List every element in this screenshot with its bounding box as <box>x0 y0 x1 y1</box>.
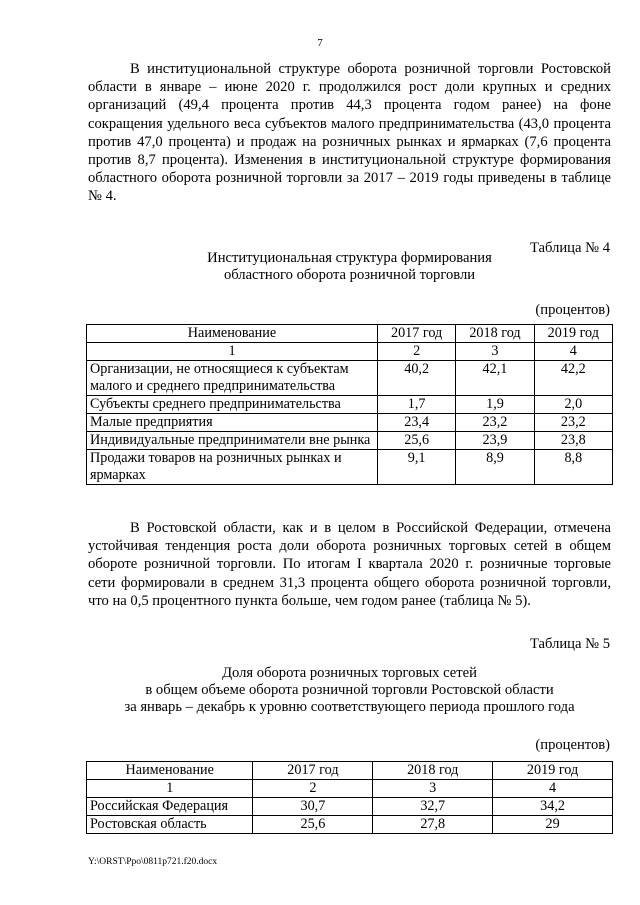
table4-label: Таблица № 4 <box>530 240 610 256</box>
row-name: Малые предприятия <box>87 414 378 432</box>
header-cell: 2018 год <box>456 325 534 343</box>
table-row <box>87 798 613 816</box>
cell-2018: 23,2 <box>456 414 534 432</box>
column-number-row <box>87 343 613 361</box>
cell-2019: 29 <box>493 816 613 834</box>
column-number: 2 <box>377 343 455 361</box>
column-number-row <box>87 780 613 798</box>
row-name: Организации, не относящиеся к субъектам малого и среднего предпринимательства <box>87 361 378 396</box>
row-name: Субъекты среднего предпринимательства <box>87 396 378 414</box>
table4-title <box>88 250 611 284</box>
cell-2019: 23,2 <box>534 414 612 432</box>
table5-label: Таблица № 5 <box>530 636 610 652</box>
table5-unit: (процентов) <box>535 737 610 753</box>
paragraph-retail-structure: В институциональной структуре оборота розничной торговли Ростовской области в январе – июне 2020 г. продолжился рост доли крупных и средних организаций (49,4 процента против 44,3 процента годом ранее) на фоне сокращения удельного веса субъектов малого предпринимательства (43,0 процента против 47,0 процента) и продаж на розничных рынках и ярмарках (7,6 процента против 8,7 процента). Изменения в институциональной структуре формирования областного оборота розничной торговли за 2017 – 2019 годы приведены в таблице № 4. <box>88 61 611 205</box>
table-row <box>87 450 613 485</box>
column-number: 1 <box>87 343 378 361</box>
table-row <box>87 396 613 414</box>
cell-2019: 42,2 <box>534 361 612 396</box>
table-row <box>87 414 613 432</box>
header-cell: Наименование <box>87 762 253 780</box>
table5-title-line1: Доля оборота розничных торговых сетей <box>222 665 477 681</box>
table5 <box>86 761 613 834</box>
header-cell: 2019 год <box>493 762 613 780</box>
cell-2018: 23,9 <box>456 432 534 450</box>
column-number: 1 <box>87 780 253 798</box>
row-name: Индивидуальные предприниматели вне рынка <box>87 432 378 450</box>
column-number: 2 <box>253 780 373 798</box>
row-name: Ростовская область <box>87 816 253 834</box>
table4-title-line2: областного оборота розничной торговли <box>223 267 476 283</box>
paragraph-retail-chains: В Ростовской области, как и в целом в Российской Федерации, отмечена устойчивая тенденция роста доли оборота розничных торговых сетей в общем обороте розничной торговли. По итогам I квартала 2020 г. розничные торговые сети формировали в среднем 31,3 процента общего оборота розничной торговли, что на 0,5 процентного пункта больше, чем годом ранее (таблица № 5). <box>88 520 611 609</box>
table4 <box>86 324 613 485</box>
column-number: 4 <box>534 343 612 361</box>
row-name: Российская Федерация <box>87 798 253 816</box>
column-number: 4 <box>493 780 613 798</box>
header-cell: 2018 год <box>373 762 493 780</box>
cell-2018: 27,8 <box>373 816 493 834</box>
table4-title-line1: Институциональная структура формирования <box>207 250 492 266</box>
table-row <box>87 816 613 834</box>
header-cell: 2019 год <box>534 325 612 343</box>
header-cell: 2017 год <box>377 325 455 343</box>
table5-title-line3: за январь – декабрь к уровню соответствующего периода прошлого года <box>124 699 575 715</box>
cell-2017: 25,6 <box>253 816 373 834</box>
cell-2019: 23,8 <box>534 432 612 450</box>
table4-unit: (процентов) <box>535 302 610 318</box>
cell-2018: 1,9 <box>456 396 534 414</box>
footer-file-path: Y:\ORST\Ppo\0811p721.f20.docx <box>88 857 218 867</box>
cell-2018: 8,9 <box>456 450 534 485</box>
cell-2019: 8,8 <box>534 450 612 485</box>
cell-2018: 42,1 <box>456 361 534 396</box>
cell-2017: 9,1 <box>377 450 455 485</box>
table-header-row <box>87 762 613 780</box>
header-cell: 2017 год <box>253 762 373 780</box>
cell-2019: 2,0 <box>534 396 612 414</box>
header-cell: Наименование <box>87 325 378 343</box>
cell-2017: 25,6 <box>377 432 455 450</box>
cell-2019: 34,2 <box>493 798 613 816</box>
page-number: 7 <box>317 37 323 49</box>
table-row <box>87 432 613 450</box>
column-number: 3 <box>373 780 493 798</box>
cell-2017: 23,4 <box>377 414 455 432</box>
cell-2017: 1,7 <box>377 396 455 414</box>
table5-title <box>88 665 611 716</box>
column-number: 3 <box>456 343 534 361</box>
cell-2017: 30,7 <box>253 798 373 816</box>
cell-2017: 40,2 <box>377 361 455 396</box>
row-name: Продажи товаров на розничных рынках и ярмарках <box>87 450 378 485</box>
cell-2018: 32,7 <box>373 798 493 816</box>
table5-title-line2: в общем объеме оборота розничной торговли Ростовской области <box>145 682 554 698</box>
table-header-row <box>87 325 613 343</box>
table-row <box>87 361 613 396</box>
